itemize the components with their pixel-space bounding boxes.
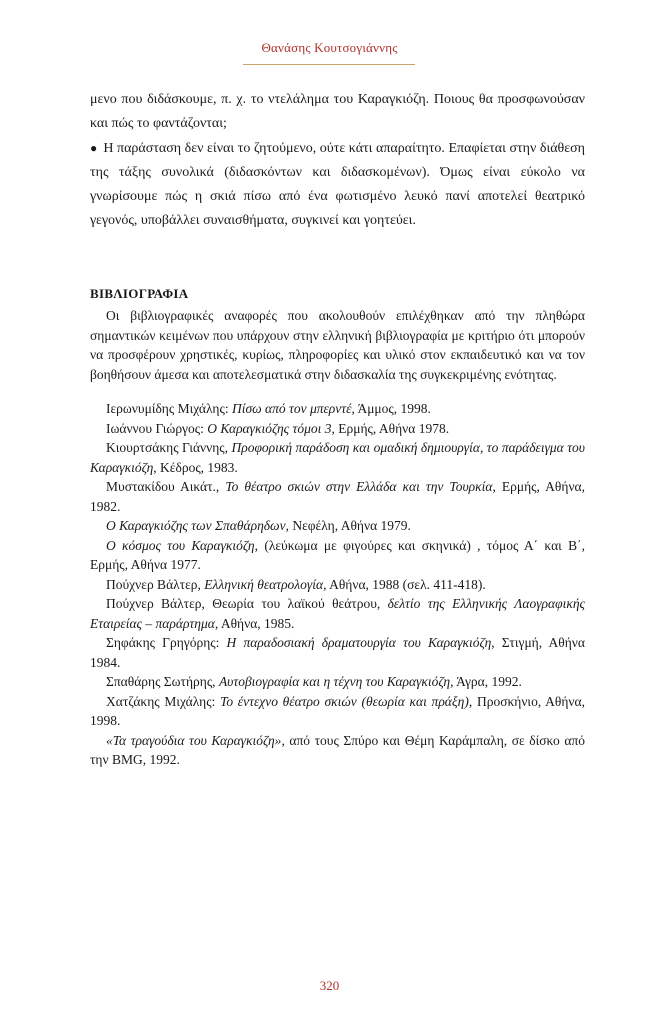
reference-publisher: , Νεφέλη, Αθήνα 1979. — [285, 518, 411, 533]
bibliography-heading: ΒΙΒΛΙΟΓΡΑΦΙΑ — [90, 286, 189, 301]
reference-title: Ο Καραγκιόζης των Σπαθάρηδων — [106, 518, 286, 533]
reference-title: Η παραδοσιακή δραματουργία του Καραγκιόζη — [226, 635, 492, 650]
reference-title: Ο κόσμος του Καραγκιόζη — [106, 537, 255, 553]
reference-item — [90, 594, 585, 633]
reference-author: Μυστακίδου Αικάτ., — [106, 479, 226, 494]
reference-author: Ιερωνυμίδης Μιχάλης: — [106, 401, 232, 416]
reference-title: Ελληνική θεατρολογία — [204, 576, 324, 592]
reference-publisher: , από τους Σπύρο και Θέμη Καράμπαλη, σε δίσκο από την BMG, 1992. — [90, 732, 585, 767]
reference-item — [90, 672, 585, 692]
reference-title: Το έντεχνο θέατρο σκιών (θεωρία και πράξη) — [220, 693, 469, 709]
reference-item — [90, 399, 585, 419]
reference-item — [90, 477, 585, 516]
reference-publisher: , Ερμής, Αθήνα, 1982. — [90, 479, 586, 514]
page-content — [90, 88, 585, 770]
reference-title: δελτίο της Ελληνικής Λαογραφικής Εταιρείας – παράρτημα — [90, 596, 585, 631]
bibliography-intro: Οι βιβλιογραφικές αναφορές που ακολουθούν επιλέχθηκαν από την πληθώρα σημαντικών κειμένων που υπάρχουν στην ελληνική βιβλιογραφία με κριτήριο ότι μπορούν να προσφέρουν χρηστικές, κυρίως, πληροφορίες και υλικό στον εκπαιδευτικό και να τον βοηθήσουν άμεσα και αποτελεσματικά στην διδασκαλία της συγκεκριμένης ενότητας. — [90, 308, 585, 382]
bullet-paragraph — [90, 136, 585, 233]
reference-author: Χατζάκης Μιχάλης: — [106, 693, 221, 709]
continuation-paragraph: μενο που διδάσκουμε, π. χ. το ντελάλημα του Καραγκιόζη. Ποιους θα προσφωνούσαν και πώς το φαντάζονται; — [90, 92, 585, 131]
reference-publisher: , Άγρα, 1992. — [450, 674, 522, 689]
reference-publisher: , Στιγμή, Αθήνα 1984. — [90, 635, 585, 670]
reference-publisher: , Κέδρος, 1983. — [153, 459, 238, 475]
reference-publisher: , Αθήνα, 1985. — [214, 615, 295, 631]
reference-item — [90, 516, 585, 536]
reference-list — [90, 399, 585, 770]
reference-title: Πίσω από τον μπερντέ — [231, 401, 352, 416]
reference-author: Πούχνερ Βάλτερ, Θεωρία του λαϊκού θεάτρου, — [106, 596, 388, 611]
reference-title: «Τα τραγούδια του Καραγκιόζη» — [106, 732, 282, 748]
reference-author: Σηφάκης Γρηγόρης: — [106, 635, 227, 650]
reference-publisher: , Ερμής, Αθήνα 1978. — [331, 420, 450, 436]
reference-author: Ιωάννου Γιώργος: — [106, 420, 208, 436]
reference-item — [90, 575, 585, 595]
reference-item — [90, 633, 585, 672]
reference-publisher: , (λεύκωμα με φιγούρες και σκηνικά) , τόμος Α΄ και Β΄, Ερμής, Αθήνα 1977. — [90, 537, 585, 572]
reference-publisher: , Άμμος, 1998. — [351, 401, 431, 416]
reference-publisher: , Προσκήνιο, Αθήνα, 1998. — [90, 693, 585, 728]
reference-title: Ο Καραγκιόζης τόμοι 3 — [207, 420, 332, 436]
reference-author: Σπαθάρης Σωτήρης, — [106, 674, 219, 689]
reference-item — [90, 419, 585, 439]
reference-item — [90, 692, 585, 731]
reference-author: Πούχνερ Βάλτερ, — [106, 576, 205, 592]
running-header: Θανάσης Κουτσογιάννης — [261, 40, 398, 55]
page-number: 320 — [319, 978, 340, 993]
reference-item — [90, 536, 585, 575]
bullet-icon: ● — [90, 141, 98, 155]
reference-title: Αυτοβιογραφία και η τέχνη του Καραγκιόζη — [218, 674, 451, 689]
reference-title: Το θέατρο σκιών στην Ελλάδα και την Τουρκία — [225, 479, 493, 494]
reference-publisher: , Αθήνα, 1988 (σελ. 411-418). — [323, 576, 486, 592]
reference-item — [90, 438, 585, 477]
reference-item — [90, 731, 585, 770]
reference-title: Προφορική παράδοση και ομαδική δημιουργία, το παράδειγμα του Καραγκιόζη — [90, 440, 585, 475]
header-rule — [243, 64, 415, 65]
bullet-text: Η παράσταση δεν είναι το ζητούμενο, ούτε κάτι απαραίτητο. Επαφίεται στην διάθεση της τάξης συνολικά (διδασκόντων και διδασκομένων). Όμως είναι εύκολο να γνωρίσουμε πώς η σκιά πίσω από ένα φωτισμένο λευκό πανί αποτελεί θεατρικό γεγονός, υποβάλλει συναισθήματα, συγκινεί και γοητεύει. — [90, 141, 586, 228]
reference-author: Κιουρτσάκης Γιάννης, — [106, 440, 232, 455]
